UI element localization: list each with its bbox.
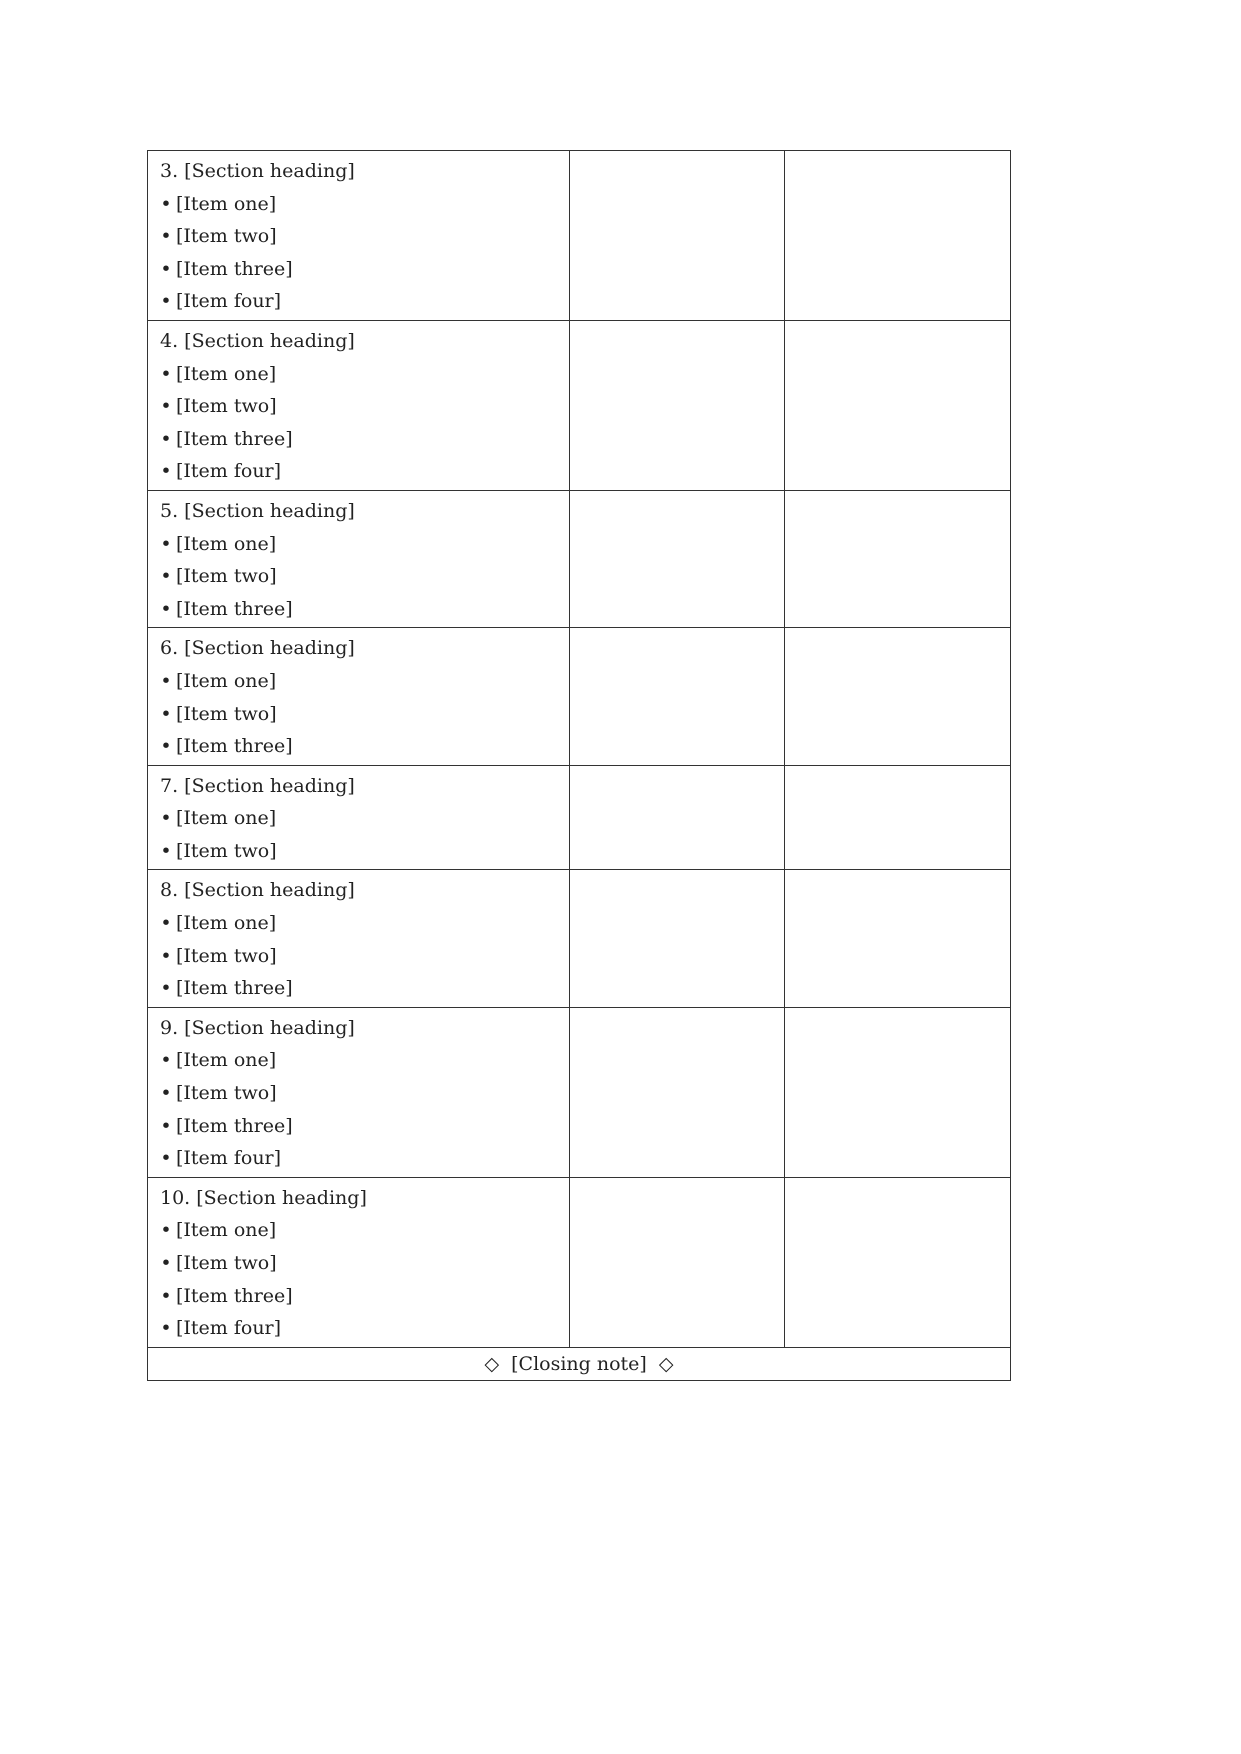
blank-cell-right — [785, 1007, 1011, 1177]
section-item: • [Item two] — [158, 940, 559, 973]
checklist-table — [147, 150, 1011, 1381]
section-item: • [Item two] — [158, 1077, 559, 1110]
blank-cell-middle — [570, 870, 785, 1007]
blank-cell-right — [785, 320, 1011, 490]
section-row — [148, 1177, 1011, 1347]
section-row — [148, 628, 1011, 765]
section-heading: 8. [Section heading] — [160, 879, 355, 902]
section-item: • [Item one] — [158, 528, 559, 561]
section-content-cell — [148, 151, 570, 321]
section-item: • [Item three] — [158, 972, 559, 1005]
section-content — [148, 1008, 569, 1177]
blank-cell-right — [785, 765, 1011, 870]
blank-cell-middle — [570, 628, 785, 765]
blank-cell-right — [785, 490, 1011, 627]
section-item: • [Item one] — [158, 802, 559, 835]
section-heading: 10. [Section heading] — [160, 1186, 367, 1209]
section-item: • [Item one] — [158, 358, 559, 391]
section-item: • [Item four] — [158, 455, 559, 488]
section-item: • [Item four] — [158, 1142, 559, 1175]
section-item: • [Item three] — [158, 253, 559, 286]
section-heading: 6. [Section heading] — [160, 637, 355, 660]
blank-cell-middle — [570, 1177, 785, 1347]
section-content-cell — [148, 490, 570, 627]
section-item: • [Item two] — [158, 698, 559, 731]
section-heading: 7. [Section heading] — [160, 774, 355, 797]
section-row — [148, 765, 1011, 870]
section-content-cell — [148, 1177, 570, 1347]
section-item: • [Item one] — [158, 188, 559, 221]
section-item: • [Item one] — [158, 907, 559, 940]
section-content — [148, 151, 569, 320]
section-item: • [Item two] — [158, 560, 559, 593]
footer-text: [Closing note] — [511, 1352, 647, 1375]
section-item: • [Item two] — [158, 1247, 559, 1280]
section-heading: 3. [Section heading] — [160, 160, 355, 182]
section-content — [148, 321, 569, 490]
diamond-right-icon: ◇ — [658, 1352, 674, 1375]
section-content — [148, 1178, 569, 1347]
section-row — [148, 490, 1011, 627]
footer-row — [148, 1347, 1011, 1380]
checklist-table-body — [148, 151, 1011, 1348]
section-item: • [Item two] — [158, 390, 559, 423]
section-item: • [Item three] — [158, 1110, 559, 1143]
section-item: • [Item four] — [158, 285, 559, 318]
section-item: • [Item three] — [158, 423, 559, 456]
section-item: • [Item three] — [158, 593, 559, 626]
section-heading: 4. [Section heading] — [160, 329, 355, 352]
blank-cell-middle — [570, 1007, 785, 1177]
blank-cell-right — [785, 151, 1011, 321]
section-content-cell — [148, 870, 570, 1007]
section-item: • [Item one] — [158, 1214, 559, 1247]
section-content-cell — [148, 1007, 570, 1177]
section-heading: 9. [Section heading] — [160, 1016, 355, 1039]
footer-cell — [148, 1347, 1011, 1380]
section-content — [148, 766, 569, 870]
blank-cell-middle — [570, 765, 785, 870]
section-content-cell — [148, 628, 570, 765]
section-item: • [Item one] — [158, 1044, 559, 1077]
section-content-cell — [148, 320, 570, 490]
blank-cell-middle — [570, 490, 785, 627]
section-row — [148, 1007, 1011, 1177]
blank-cell-right — [785, 870, 1011, 1007]
section-row — [148, 870, 1011, 1007]
diamond-left-icon: ◇ — [484, 1352, 500, 1375]
blank-cell-middle — [570, 151, 785, 321]
section-item: • [Item two] — [158, 835, 559, 868]
section-content-cell — [148, 765, 570, 870]
blank-cell-middle — [570, 320, 785, 490]
blank-cell-right — [785, 1177, 1011, 1347]
section-row — [148, 320, 1011, 490]
section-content — [148, 491, 569, 627]
section-item: • [Item three] — [158, 730, 559, 763]
section-item: • [Item four] — [158, 1312, 559, 1345]
section-item: • [Item one] — [158, 665, 559, 698]
blank-cell-right — [785, 628, 1011, 765]
section-heading: 5. [Section heading] — [160, 499, 355, 522]
section-item: • [Item three] — [158, 1280, 559, 1313]
section-item: • [Item two] — [158, 220, 559, 253]
section-content — [148, 628, 569, 764]
section-row — [148, 151, 1011, 321]
section-content — [148, 870, 569, 1006]
